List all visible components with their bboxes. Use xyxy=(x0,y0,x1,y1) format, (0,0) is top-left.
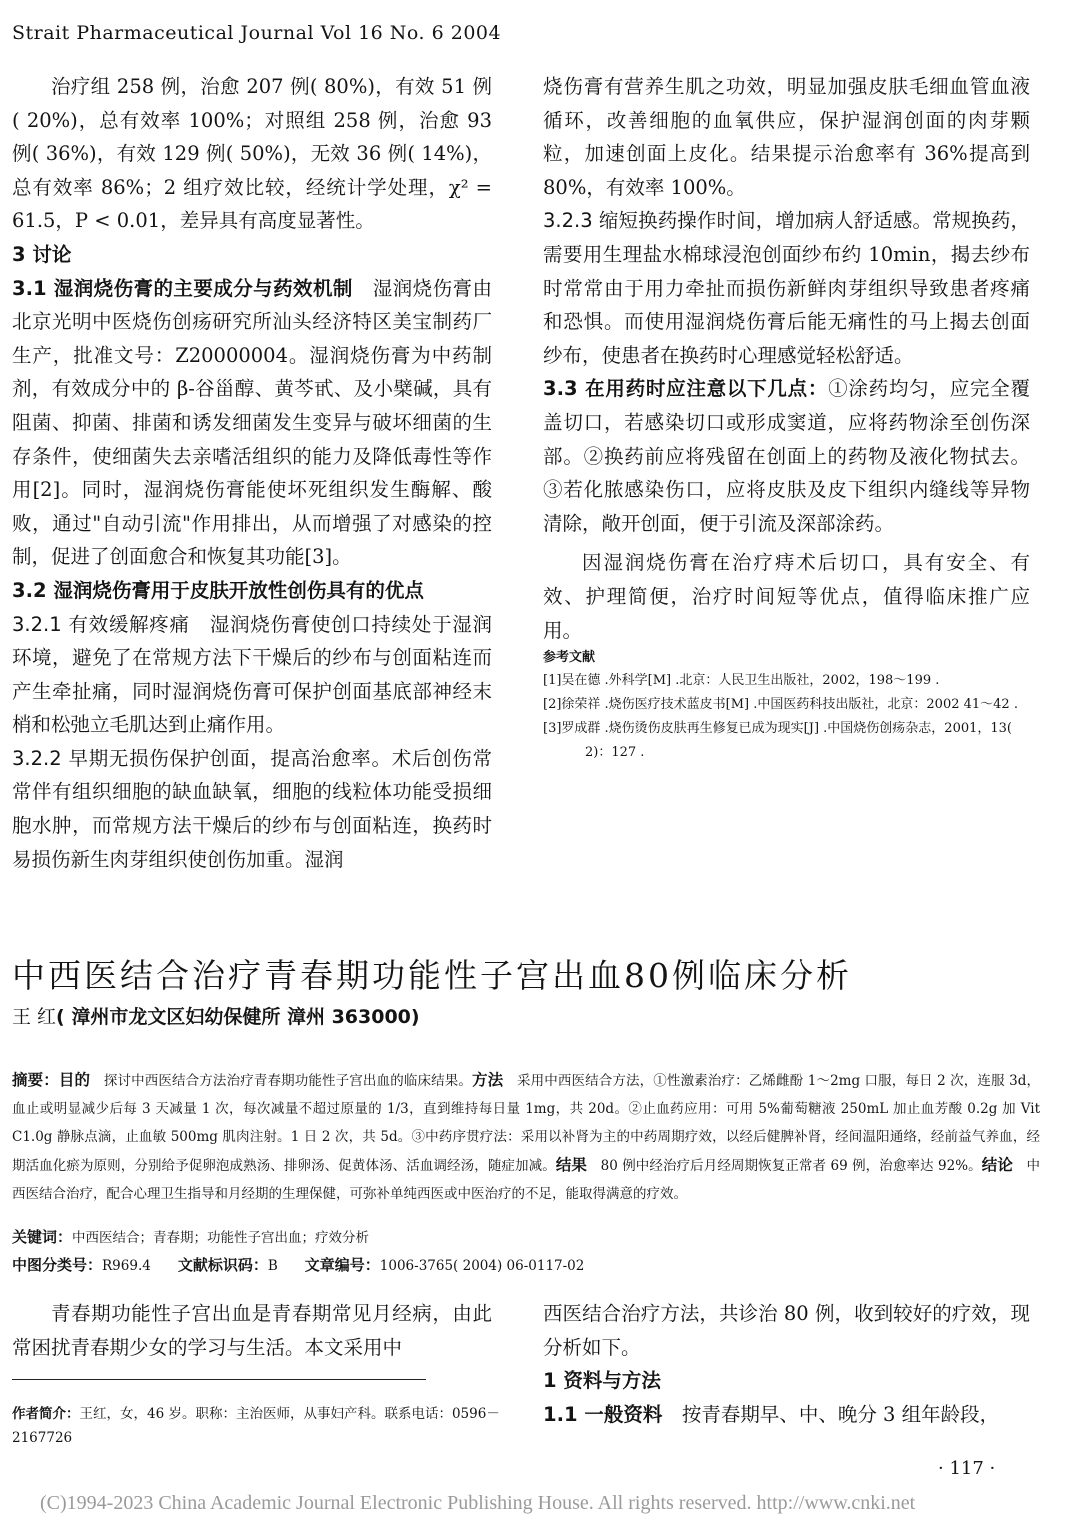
abstract xyxy=(12,1066,1040,1208)
classification-line xyxy=(12,1252,1040,1280)
paragraph-3-1 xyxy=(12,272,492,574)
paragraph-1-1-text: 按青春期早、中、晚分 3 组年龄段， xyxy=(681,1402,1000,1426)
left-column xyxy=(12,70,492,876)
section-heading-3-2: 3.2 湿润烧伤膏用于皮肤开放性创伤具有的优点 xyxy=(12,578,424,602)
paragraph-conclusion: 因湿润烧伤膏在治疗痔术后切口，具有安全、有效、护理简便，治疗时间短等优点，值得临床推广应用。 xyxy=(543,551,1030,642)
author-note-text: 王红，女，46 岁。职称：主治医师，从事妇产科。联系电话：0596－2167726 xyxy=(12,1406,500,1446)
reference-item: [1]吴在德 .外科学[M] .北京：人民卫生出版社，2002，198～199 . xyxy=(543,673,940,689)
paragraph-1-1 xyxy=(543,1398,1030,1432)
section-heading-3-1: 3.1 湿润烧伤膏的主要成分与药效机制 xyxy=(12,276,353,300)
reference-item: [3]罗成群 .烧伤烫伤皮肤再生修复已成为现实[J] .中国烧伤创疡杂志，2001，13( 2)：127 . xyxy=(543,721,1012,761)
reference-item: [2]徐荣祥 .烧伤医疗技术蓝皮书[M] .中国医药科技出版社，北京：2002 41～42 . xyxy=(543,697,1018,713)
method-label: 方法 xyxy=(472,1071,504,1089)
doccode-value: B xyxy=(267,1258,278,1274)
section-heading-3: 3 讨论 xyxy=(12,242,72,266)
conclusion-text: 中西医结合治疗，配合心理卫生指导和月经期的生理保健，可弥补单纯西医或中医治疗的不足，能取得满意的疗效。 xyxy=(12,1158,1041,1202)
section-heading-3-2-2: 3.2.2 早期无损伤保护创面，提高治愈率。 xyxy=(12,746,392,770)
footnote-divider xyxy=(12,1379,426,1380)
author-affiliation: ( 漳州市龙文区妇幼保健所 漳州 363000) xyxy=(56,1006,420,1028)
section-heading-3-3: 3.3 在用药时应注意以下几点： xyxy=(543,377,829,401)
conclusion-label: 结论 xyxy=(981,1156,1013,1174)
section-heading-3-2-1: 3.2.1 有效缓解疼痛 xyxy=(12,612,190,636)
section-heading-1: 1 资料与方法 xyxy=(543,1369,661,1393)
abstract-label: 摘要： xyxy=(12,1071,59,1089)
paragraph-3-2-2 xyxy=(12,742,492,876)
intro-left-column xyxy=(12,1297,492,1364)
paragraph-3-2-1 xyxy=(12,608,492,742)
paragraph-3-2-1-text: 湿润烧伤膏使创口持续处于湿润环境，避免了在常规方法下干燥后的纱布与创面粘连而产生牵扯痛，同时湿润烧伤膏可保护创面基底部神经末梢和松弛立毛肌达到止痛作用。 xyxy=(12,612,492,737)
clc-label: 中图分类号： xyxy=(12,1256,103,1274)
paragraph-results: 治疗组 258 例，治愈 207 例( 80%)，有效 51 例( 20%)，总有效率 100%；对照组 258 例，治愈 93 例( 36%)，有效 129 例( 50%)，无效 36 例( 14%)，总有效率 86%；2 组疗效比较，经统计学处理，χ² = 61.5，P < 0.01，差异具有高度显著性。 xyxy=(12,75,492,233)
paragraph-3-2-2-continued: 烧伤膏有营养生肌之功效，明显加强皮肤毛细血管血液循环，改善细胞的血氧供应，保护湿润创面的肉芽颗粒，加速创面上皮化。结果提示治愈率有 36%提高到 80%，有效率 100%。 xyxy=(543,75,1030,199)
intro-paragraph-continued: 西医结合治疗方法，共诊治 80 例，收到较好的疗效，现分析如下。 xyxy=(543,1302,1030,1359)
paragraph-3-3 xyxy=(543,372,1030,540)
right-column xyxy=(543,70,1030,765)
keywords-label: 关键词： xyxy=(12,1228,73,1246)
author-footnote xyxy=(12,1402,512,1450)
paragraph-3-2-3-text: 常规换药，需要用生理盐水棉球浸泡创面纱布约 10min，揭去纱布时常常由于用力牵扯而损伤新鲜肉芽组织导致患者疼痛和恐惧。而使用湿润烧伤膏后能无痛性的马上揭去创面纱布，使患者在换药时心理感觉轻松舒适。 xyxy=(543,209,1030,367)
article-number-value: 1006-3765( 2004) 06-0117-02 xyxy=(379,1258,585,1274)
page-number: · 117 · xyxy=(938,1458,996,1479)
article-title: 中西医结合治疗青春期功能性子宫出血80例临床分析 xyxy=(12,956,852,995)
paragraph-3-3-text: ①涂药均匀，应完全覆盖切口，若感染切口或形成窦道，应将药物涂至创伤深部。②换药前应将残留在创面上的药物及液化物拭去。③若化脓感染伤口，应将皮肤及皮下组织内缝线等异物清除，敞开创面，便于引流及深部涂药。 xyxy=(543,377,1030,535)
copyright-footer: (C)1994-2023 China Academic Journal Electronic Publishing House. All rights reserved. http://www.cnki.net xyxy=(40,1492,916,1514)
section-heading-1-1: 1.1 一般资料 xyxy=(543,1402,663,1426)
intro-right-column xyxy=(543,1297,1030,1431)
objective-label: 目的 xyxy=(58,1071,91,1089)
references-heading: 参考文献 xyxy=(543,650,596,666)
result-label: 结果 xyxy=(555,1156,588,1174)
article-number-label: 文章编号： xyxy=(304,1256,380,1274)
objective-text: 探讨中西医结合方法治疗青春期功能性子宫出血的临床结果。 xyxy=(103,1073,473,1089)
result-text: 80 例中经治疗后月经周期恢复正常者 69 例，治愈率达 92%。 xyxy=(600,1158,982,1174)
paragraph-3-1-text: 湿润烧伤膏由北京光明中医烧伤创疡研究所汕头经济特区美宝制药厂生产，批准文号：Z20000004。湿润烧伤膏为中药制剂，有效成分中的 β-谷甾醇、黄芩甙、及小檗碱，具有阻菌、抑菌、排菌和诱发细菌发生变异与破坏细菌的生存条件，使细菌失去亲嗜活组织的能力及降低毒性等作用[2]。同时，湿润烧伤膏能使坏死组织发生酶解、酸败，通过"自动引流"作用排出，从而增强了对感染的控制，促进了创面愈合和恢复其功能[3]。 xyxy=(12,276,492,569)
intro-paragraph: 青春期功能性子宫出血是青春期常见月经病，由此常困扰青春期少女的学习与生活。本文采用中 xyxy=(12,1302,492,1359)
keywords-line xyxy=(12,1224,1040,1252)
paragraph-3-2-2-text: 术后创伤常常伴有组织细胞的缺血缺氧，细胞的线粒体功能受损细胞水肿，而常规方法干燥后的纱布与创面粘连，换药时易损伤新生肉芽组织使创伤加重。湿润 xyxy=(12,746,492,871)
running-header: Strait Pharmaceutical Journal Vol 16 No. 6 2004 xyxy=(12,22,502,44)
section-heading-3-2-3: 3.2.3 缩短换药操作时间，增加病人舒适感。 xyxy=(543,209,933,233)
author-note-label: 作者简介： xyxy=(12,1406,80,1422)
paragraph-3-2-3 xyxy=(543,204,1030,372)
keywords-block xyxy=(12,1224,1040,1280)
author-line xyxy=(12,1002,420,1029)
keywords-text: 中西医结合；青春期；功能性子宫出血；疗效分析 xyxy=(72,1230,370,1246)
doccode-label: 文献标识码： xyxy=(177,1256,268,1274)
method-text: 采用中西医结合方法，①性激素治疗：乙烯雌酚 1～2mg 口服，每日 2 次，连服 3d，血止或明显减少后每 3 天减量 1 次，每次减量不超过原量的 1/3，直到维持每日量 1mg，共 20d。②止血药应用：可用 5%葡萄糖液 250mL 加止血芳酸 0.2g 加 Vit C1.0g 静脉点滴，止血敏 500mg 肌肉注射。1 日 2 次，共 5d。③中药序贯疗法：采用以补肾为主的中药周期疗效，以经后健脾补肾，经间温阳通络，经前益气养血，经期活血化瘀为原则，分别给予促卵泡成熟汤、排卵汤、促黄体汤、活血调经汤，随症加减。 xyxy=(12,1073,1040,1174)
author-name: 王 红 xyxy=(12,1006,57,1028)
clc-value: R969.4 xyxy=(102,1258,151,1274)
